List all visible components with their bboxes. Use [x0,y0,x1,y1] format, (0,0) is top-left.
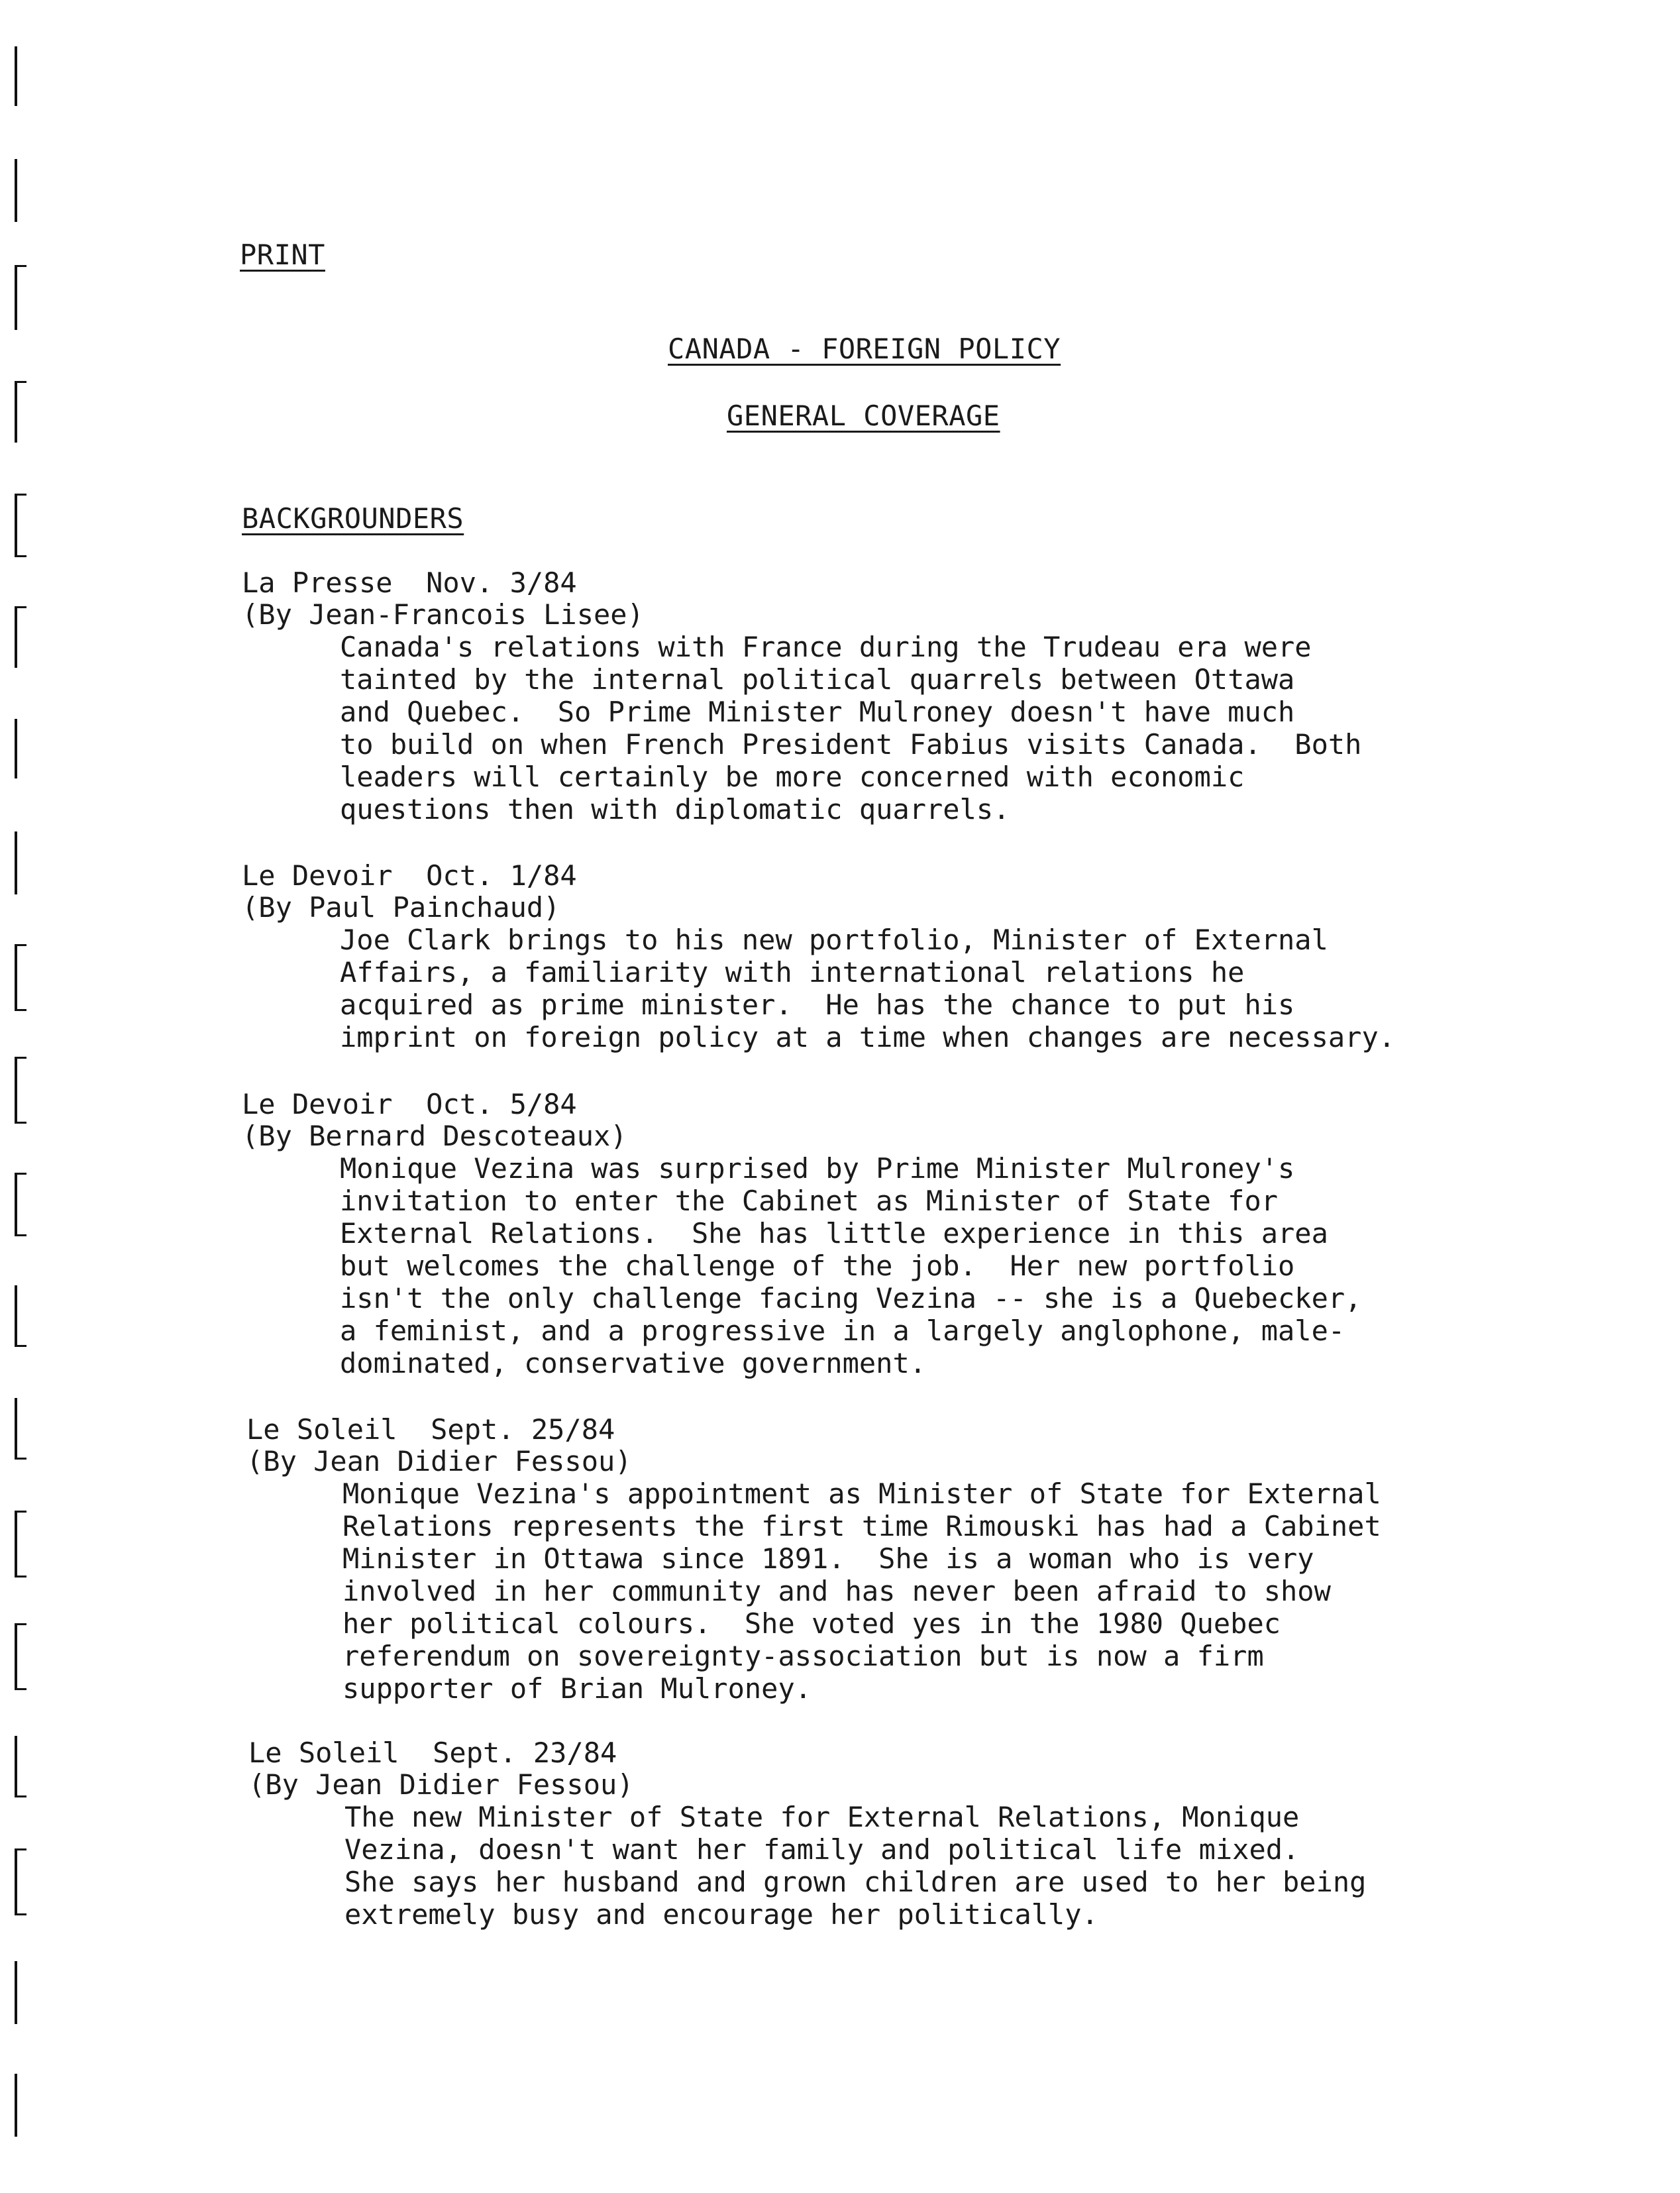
article-source: Le Soleil Sept. 25/84 [246,1413,615,1446]
binder-mark [15,719,26,778]
summary-line: invitation to enter the Cabinet as Minister of State for [340,1185,1279,1217]
summary-line: dominated, conservative government. [340,1347,927,1379]
binder-mark [15,831,26,894]
page-subtitle: GENERAL COVERAGE [727,400,1000,432]
binder-mark [15,1511,26,1578]
article-summary [340,924,1632,1053]
article-byline: (By Bernard Descoteaux) [242,1120,627,1152]
binder-mark [15,265,26,330]
binder-mark [15,494,26,557]
summary-line: She says her husband and grown children are used to her being [344,1866,1367,1898]
summary-line: to build on when French President Fabius visits Canada. Both [340,728,1362,761]
summary-line: Joe Clark brings to his new portfolio, Minister of External [340,924,1328,956]
article-source: La Presse Nov. 3/84 [242,566,577,599]
article-entry [246,1414,1638,1705]
article-summary [340,1152,1632,1379]
article-entry [242,1089,1633,1379]
summary-line: The new Minister of State for External Relations, Monique [344,1801,1300,1833]
article-source: Le Soleil Sept. 23/84 [248,1737,617,1769]
binder-mark [15,1848,26,1915]
summary-line: isn't the only challenge facing Vezina -- she is a Quebecker, [340,1282,1362,1314]
summary-line: External Relations. She has little experience in this area [340,1217,1328,1250]
summary-line: involved in her community and has never been afraid to show [342,1575,1331,1607]
article-entry [248,1737,1640,1931]
summary-line: but welcomes the challenge of the job. Her new portfolio [340,1250,1295,1282]
binder-mark [15,1173,26,1236]
summary-line: Vezina, doesn't want her family and political life mixed. [344,1833,1300,1866]
summary-line: Monique Vezina's appointment as Minister of State for External [342,1477,1381,1510]
summary-line: supporter of Brian Mulroney. [342,1672,812,1705]
section-label: PRINT [240,239,325,271]
summary-line: leaders will certainly be more concerned with economic [340,761,1245,793]
summary-line: Relations represents the first time Rimouski has had a Cabinet [342,1510,1381,1542]
summary-line: acquired as prime minister. He has the chance to put his [340,989,1295,1021]
page-title: CANADA - FOREIGN POLICY [668,333,1061,365]
summary-line: her political colours. She voted yes in the 1980 Quebec [342,1607,1281,1640]
summary-line: questions then with diplomatic quarrels. [340,793,1010,826]
summary-line: Affairs, a familiarity with international relations he [340,956,1245,989]
summary-line: Minister in Ottawa since 1891. She is a woman who is very [342,1542,1314,1575]
summary-line: tainted by the internal political quarrels between Ottawa [340,663,1295,696]
summary-line: Canada's relations with France during the Trudeau era were [340,631,1312,663]
article-source: Le Devoir Oct. 5/84 [242,1088,577,1120]
summary-line: referendum on sovereignty-association but is now a firm [342,1640,1264,1672]
binder-mark [15,1398,26,1460]
binder-mark [15,1736,26,1797]
article-source: Le Devoir Oct. 1/84 [242,859,577,892]
article-summary [342,1477,1634,1705]
article-byline: (By Paul Painchaud) [242,891,560,924]
binder-mark [15,1057,26,1124]
article-summary [340,631,1632,826]
binder-mark [15,944,26,1011]
binder-mark [15,2074,26,2137]
summary-line: a feminist, and a progressive in a largely anglophone, male- [340,1314,1345,1347]
binder-mark [15,1285,26,1347]
summary-line: imprint on foreign policy at a time when changes are necessary. [340,1021,1396,1053]
summary-line: and Quebec. So Prime Minister Mulroney doesn't have much [340,696,1295,728]
summary-line: extremely busy and encourage her politically. [344,1898,1098,1931]
article-entry [242,567,1633,826]
summary-line: Monique Vezina was surprised by Prime Minister Mulroney's [340,1152,1295,1185]
binder-mark [15,1961,26,2024]
article-byline: (By Jean-Francois Lisee) [242,598,644,631]
article-summary [344,1801,1636,1931]
binder-mark [15,606,26,668]
article-entry [242,860,1633,1053]
binder-mark [15,381,26,443]
article-byline: (By Jean Didier Fessou) [246,1445,632,1477]
binder-mark [15,159,26,222]
category-heading: BACKGROUNDERS [242,502,464,535]
binder-mark [15,1623,26,1690]
article-byline: (By Jean Didier Fessou) [248,1768,634,1801]
binder-mark [15,46,26,106]
